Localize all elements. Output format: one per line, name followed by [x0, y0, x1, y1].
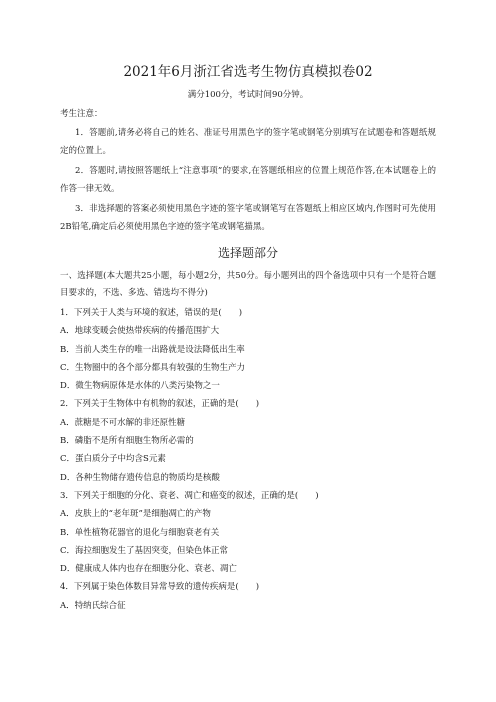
question-3 [60, 487, 436, 578]
question-2 [60, 395, 436, 486]
notice-item-2: 2．答题时,请按照答题纸上“注意事项”的要求,在答题纸相应的位置上规范作答,在本试题卷上的作答一律无效。 [60, 166, 436, 194]
question-stem: 2．下列关于生物体中有机物的叙述，正确的是( ) [60, 399, 260, 410]
option-a: A．皮肤上的“老年斑”是细胞凋亡的产物 [60, 509, 211, 520]
section-instructions: 一、选择题(本大题共25小题，每小题2分，共50分。每小题列出的四个备选项中只有一个是符合题目要求的，不选、多选、错选均不得分) [60, 271, 436, 298]
section-title: 选择题部分 [217, 246, 278, 260]
notice-item-1: 1．答题前,请务必将自己的姓名、准证号用黑色字的签字笔或钢笔分别填写在试题卷和答题纸规定的位置上。 [60, 128, 436, 156]
question-stem: 1．下列关于人类与环境的叙述，错误的是( ) [60, 308, 243, 318]
option-c: C．海拉细胞发生了基因突变，但染色体正常 [60, 545, 229, 556]
option-a: A．特纳氏综合征 [60, 600, 126, 611]
option-d: D．微生物病原体是水体的八类污染物之一 [60, 381, 220, 392]
option-a: A．蔗糖是不可水解的非还原性糖 [60, 417, 186, 428]
option-d: D．健康成人体内也存在细胞分化、衰老、凋亡 [60, 564, 237, 575]
exam-info: 满分100分，考试时间90分钟。 [187, 90, 309, 100]
notice-item-3: 3．非选择题的答案必须使用黑色字迹的签字笔或钢笔写在答题纸上相应区域内,作图时可先使用2B铅笔,确定后必须使用黑色字迹的签字笔或钢笔描黑。 [60, 204, 436, 232]
question-stem: 3．下列关于细胞的分化、衰老、凋亡和癌变的叙述，正确的是( ) [60, 490, 319, 501]
option-b: B．磷脂不是所有细胞生物所必需的 [60, 436, 194, 447]
option-a: A．地球变暖会使热带疾病的传播范围扩大 [60, 326, 220, 337]
question-stem: 4．下列属于染色体数目异常导致的遗传疾病是( ) [60, 582, 260, 593]
question-4 [60, 578, 436, 615]
option-b: B．当前人类生存的唯一出路就是设法降低出生率 [60, 344, 245, 355]
option-d: D．各种生物储存遗传信息的物质均是核酸 [60, 472, 220, 483]
question-1 [60, 304, 436, 395]
option-c: C．生物圈中的各个部分都具有较强的生物生产力 [60, 362, 246, 373]
notice-heading: 考生注意： [60, 109, 103, 119]
page-title: 2021年6月浙江省选考生物仿真模拟卷02 [123, 64, 373, 80]
option-c: C．蛋白质分子中均含S元素 [60, 454, 166, 465]
option-b: B．单性植物花器官的退化与细胞衰老有关 [60, 527, 220, 538]
